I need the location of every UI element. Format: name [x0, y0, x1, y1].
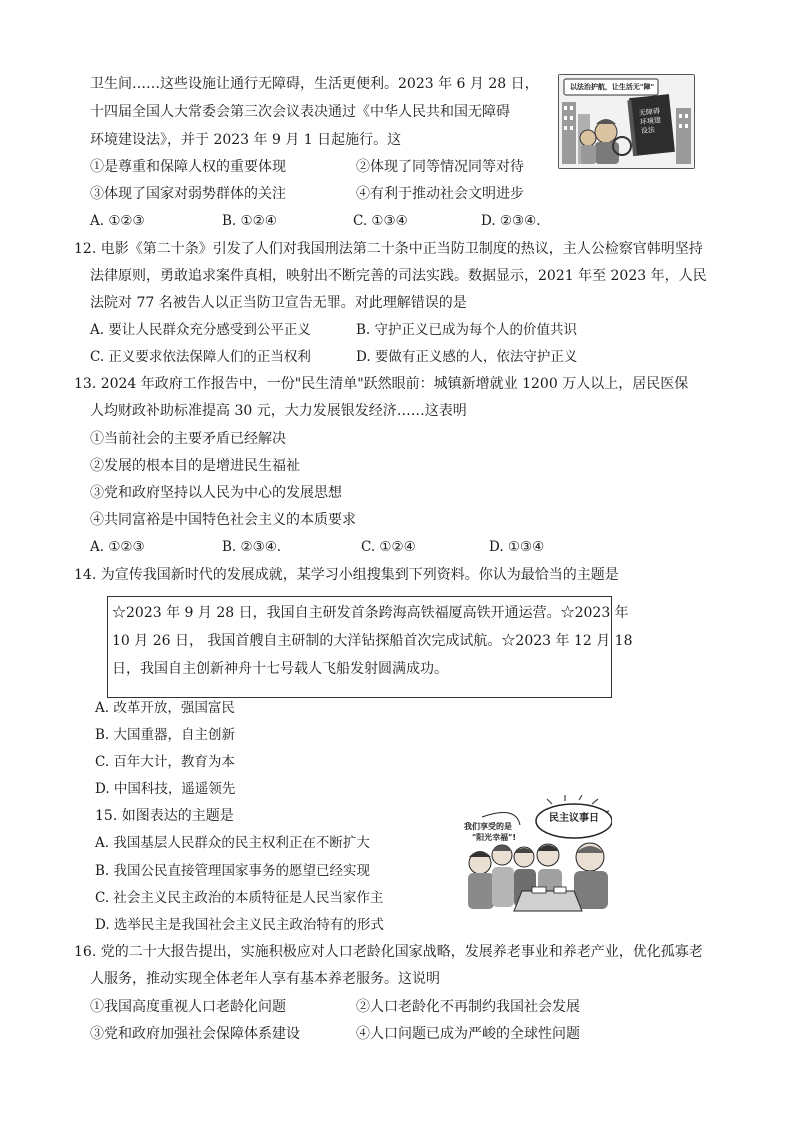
- q13-option-d: D. ①③④: [489, 539, 545, 555]
- q11-statement-1: ①是尊重和保障人权的重要体现: [90, 159, 286, 175]
- q14-option-c: C. 百年大计，教育为本: [95, 754, 235, 770]
- q13-stem-line-1: 13. 2024 年政府工作报告中，一份"民生清单"跃然眼前：城镇新增就业 1200 万人以上，居民医保: [74, 376, 689, 392]
- q13-option-c: C. ①②④: [361, 539, 416, 555]
- q14-option-a: A. 改革开放，强国富民: [95, 700, 235, 716]
- cartoon-caption: 以法治护航，让生活无"障": [569, 83, 655, 91]
- q12-stem-line-2: 法律原则，勇敢追求案件真相，映射出不断完善的司法实践。数据显示，2021 年至 2023 年，人民: [90, 268, 707, 284]
- q16-statement-1: ①我国高度重视人口老龄化问题: [90, 999, 286, 1015]
- q11-stem-line-3: 环境建设法》，并于 2023 年 9 月 1 日起施行。这: [90, 132, 402, 148]
- q13-statement-1: ①当前社会的主要矛盾已经解决: [90, 431, 286, 447]
- q11-statement-4: ④有利于推动社会文明进步: [356, 186, 524, 202]
- q14-material-line-2: 10 月 26 日， 我国首艘自主研制的大洋钻探船首次完成试航。☆2023 年 12 月 18: [112, 633, 633, 649]
- q11-statement-3: ③体现了国家对弱势群体的关注: [90, 186, 286, 202]
- q16-statement-4: ④人口问题已成为严峻的全球性问题: [356, 1026, 580, 1042]
- q16-statement-2: ②人口老龄化不再制约我国社会发展: [356, 999, 580, 1015]
- q14-stem: 14. 为宣传我国新时代的发展成就，某学习小组搜集到下列资料。你认为最恰当的主题是: [74, 567, 619, 583]
- q12-option-c: C. 正义要求依法保障人们的正当权利: [90, 349, 311, 365]
- q16-statement-3: ③党和政府加强社会保障体系建设: [90, 1026, 300, 1042]
- q11-stem-line-1: 卫生间……这些设施让通行无障碍，生活更便利。2023 年 6 月 28 日，: [90, 76, 539, 92]
- q16-stem-line-2: 人服务，推动实现全体老年人享有基本养老服务。这说明: [90, 971, 440, 987]
- q14-option-d: D. 中国科技，遥遥领先: [95, 781, 236, 797]
- q12-option-d: D. 要做有正义感的人，依法守护正义: [356, 349, 578, 365]
- q15-stem: 15. 如图表达的主题是: [95, 808, 234, 824]
- q14-material-line-3: 日，我国自主创新神舟十七号载人飞船发射圆满成功。: [112, 661, 448, 677]
- accessibility-law-cartoon: [558, 74, 695, 169]
- q13-statement-4: ④共同富裕是中国特色社会主义的本质要求: [90, 512, 356, 528]
- q12-stem-line-3: 法院对 77 名被告人以正当防卫宣告无罪。对此理解错误的是: [90, 295, 467, 311]
- speech-text-line-1: 我们享受的是: [464, 822, 512, 831]
- q15-option-d: D. 选举民主是我国社会主义民主政治特有的形式: [95, 917, 384, 933]
- democracy-day-sign: 民主议事日: [549, 813, 599, 824]
- q14-material-line-1: ☆2023 年 9 月 28 日，我国自主研发首条跨海高铁福厦高铁开通运营。☆2023 年: [112, 605, 629, 621]
- q13-stem-line-2: 人均财政补助标准提高 30 元，大力发展银发经济……这表明: [90, 403, 467, 419]
- q11-statement-2: ②体现了同等情况同等对待: [356, 159, 524, 175]
- democracy-day-cartoon: [462, 795, 612, 913]
- speech-text-line-2: "阳光幸福"!: [472, 833, 516, 842]
- q11-option-c: C. ①③④: [353, 213, 408, 229]
- q11-option-d: D. ②③④.: [481, 213, 541, 229]
- q13-statement-2: ②发展的根本目的是增进民生福祉: [90, 458, 300, 474]
- q13-option-b: B. ②③④.: [222, 539, 282, 555]
- q15-option-a: A. 我国基层人民群众的民主权利正在不断扩大: [95, 835, 370, 851]
- law-book-title: 无障碍环境建设法: [638, 107, 662, 136]
- q11-option-b: B. ①②④: [222, 213, 277, 229]
- q12-option-a: A. 要让人民群众充分感受到公平正义: [90, 322, 311, 338]
- q14-option-b: B. 大国重器，自主创新: [95, 727, 236, 743]
- q12-option-b: B. 守护正义已成为每个人的价值共识: [356, 322, 578, 338]
- q16-stem-line-1: 16. 党的二十大报告提出，实施积极应对人口老龄化国家战略，发展养老事业和养老产业，优化孤寡老: [74, 944, 703, 960]
- q12-stem-line-1: 12. 电影《第二十条》引发了人们对我国刑法第二十条中正当防卫制度的热议，主人公检察官韩明坚持: [74, 241, 703, 257]
- q11-stem-line-2: 十四届全国人大常委会第三次会议表决通过《中华人民共和国无障碍: [90, 104, 510, 120]
- q15-option-b: B. 我国公民直接管理国家事务的愿望已经实现: [95, 863, 371, 879]
- q15-option-c: C. 社会主义民主政治的本质特征是人民当家作主: [95, 890, 384, 906]
- q13-option-a: A. ①②③: [90, 539, 145, 555]
- q13-statement-3: ③党和政府坚持以人民为中心的发展思想: [90, 485, 342, 501]
- q11-option-a: A. ①②③: [90, 213, 145, 229]
